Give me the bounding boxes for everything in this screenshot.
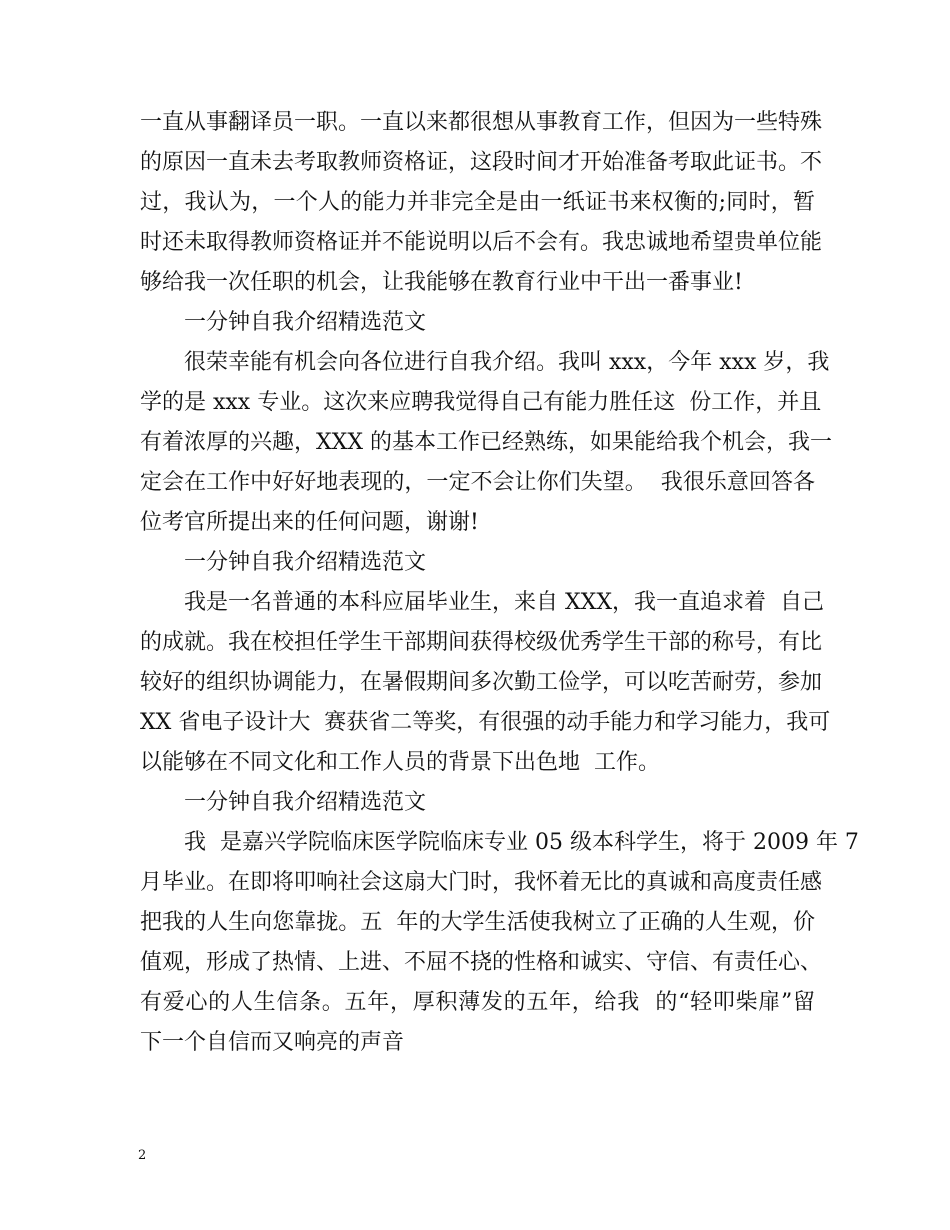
document-body — [140, 103, 859, 1063]
text-line: 定会在工作中好好地表现的，一定不会让你们失望。 我很乐意回答各 — [140, 470, 815, 495]
text-line: 学的是 xxx 专业。这次来应聘我觉得自己有能力胜任这 份工作，并且 — [140, 390, 822, 415]
text-line: 有爱心的人生信条。五年，厚积薄发的五年，给我 的“轻叩柴扉”留 — [140, 990, 815, 1015]
text-line: 的成就。我在校担任学生干部期间获得校级优秀学生干部的称号，有比 — [140, 630, 823, 655]
text-line: 时还未取得教师资格证并不能说明以后不会有。我忠诚地希望贵单位能 — [140, 230, 823, 255]
text-line: 过，我认为，一个人的能力并非完全是由一纸证书来权衡的;同时，暂 — [140, 190, 815, 215]
section-heading: 一分钟自我介绍精选范文 — [184, 790, 427, 815]
text-line: 较好的组织协调能力，在暑假期间多次勤工俭学，可以吃苦耐劳，参加 — [140, 670, 823, 695]
text-line: 有着浓厚的兴趣，XXX 的基本工作已经熟练，如果能给我个机会，我一 — [140, 430, 832, 455]
text-line: XX 省电子设计大 赛获省二等奖，有很强的动手能力和学习能力，我可 — [140, 710, 831, 735]
text-line: 一直从事翻译员一职。一直以来都很想从事教育工作，但因为一些特殊 — [140, 110, 823, 135]
section-heading: 一分钟自我介绍精选范文 — [184, 550, 427, 575]
text-line: 下一个自信而又响亮的声音 — [140, 1030, 405, 1055]
text-line: 我 是嘉兴学院临床医学院临床专业 05 级本科学生，将于 2009 年 7 — [184, 830, 859, 855]
text-line: 很荣幸能有机会向各位进行自我介绍。我叫 xxx，今年 xxx 岁，我 — [184, 350, 830, 375]
page-number: 2 — [138, 1148, 147, 1163]
text-line: 以能够在不同文化和工作人员的背景下出色地 工作。 — [140, 750, 660, 775]
text-line: 够给我一次任职的机会，让我能够在教育行业中干出一番事业! — [140, 270, 743, 295]
text-line: 月毕业。在即将叩响社会这扇大门时，我怀着无比的真诚和高度责任感 — [140, 870, 823, 895]
text-line: 把我的人生向您靠拢。五 年的大学生活使我树立了正确的人生观，价 — [140, 910, 815, 935]
text-line: 的原因一直未去考取教师资格证，这段时间才开始准备考取此证书。不 — [140, 150, 823, 175]
text-line: 值观，形成了热情、上进、不屈不挠的性格和诚实、守信、有责任心、 — [140, 950, 823, 975]
section-heading: 一分钟自我介绍精选范文 — [184, 310, 427, 335]
text-line: 我是一名普通的本科应届毕业生，来自 XXX，我一直追求着 自己 — [184, 590, 824, 615]
text-line: 位考官所提出来的任何问题，谢谢! — [140, 510, 479, 535]
